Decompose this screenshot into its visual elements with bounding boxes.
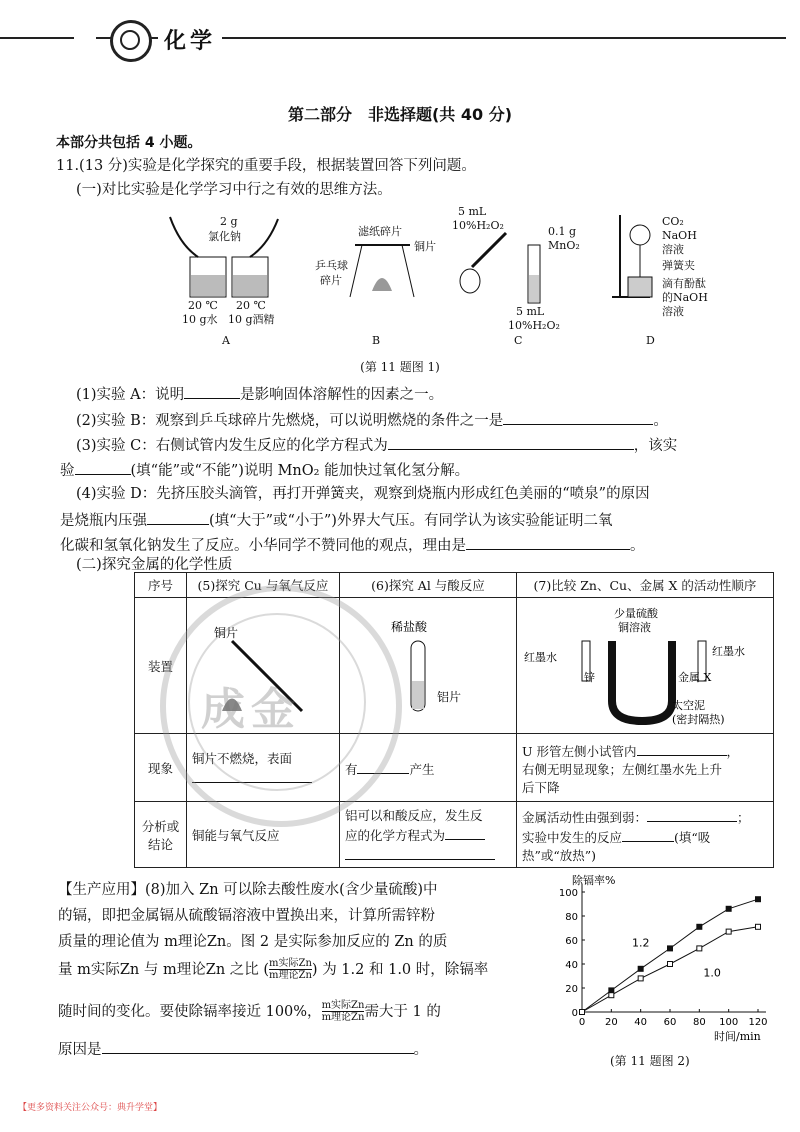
x-tick-label: 20 <box>604 1017 618 1028</box>
q4-line-1: (4)实验 D：先挤压胶头滴管，再打开弹簧夹，观察到烧瓶内形成红色美丽的“喷泉”的原因 <box>76 486 650 502</box>
cell-activity-phenomenon <box>517 734 774 802</box>
removal-rate-chart <box>548 872 788 1042</box>
fig-a-b2: 10 g酒精 <box>228 313 275 326</box>
fig-b-l4: 碎片 <box>320 274 342 287</box>
seal-label: (密封隔热) <box>672 713 725 726</box>
y-tick-label: 100 <box>558 888 578 899</box>
fig-d-l2: NaOH <box>662 229 697 242</box>
watermark-text: 成金 <box>201 684 301 735</box>
fig-d-l7: 溶液 <box>662 305 684 318</box>
footer-note: 【更多资料关注公众号：典升学堂】 <box>18 1103 163 1113</box>
cuso4-label-1: 少量硫酸 <box>614 607 658 620</box>
fig-a-label-top2: 氯化钠 <box>208 230 241 243</box>
u-tube-text-a: U 形管左侧小试管内 <box>522 743 637 759</box>
table-header-row <box>135 573 774 598</box>
q2-line: (2)实验 B：观察到乒乓球碎片先燃烧，可以说明燃烧的条件之一是 。 <box>76 409 668 431</box>
q4-reason-blank[interactable] <box>466 534 630 550</box>
fig-c-letter: C <box>514 334 523 347</box>
red-ink-left-label: 红墨水 <box>524 651 557 664</box>
q3-text-b: ，该实 <box>633 438 678 454</box>
y-tick-label: 20 <box>565 984 578 995</box>
cu-conclusion: 铜能与氧气反应 <box>186 802 339 868</box>
y-tick-label: 40 <box>565 960 578 971</box>
activity-order-text: 金属活动性由强到弱： <box>522 809 648 825</box>
y-tick-label: 60 <box>565 936 578 947</box>
al-equation-blank-2[interactable] <box>345 844 495 860</box>
cell-activity-conclusion: 金属活动性由强到弱： ； 实验中发生的反应 (填“吸 热”或“放热”) <box>517 802 774 868</box>
q8-line-2: 的镉，即把金属镉从硫酸镉溶液中置换出来，计算所需锌粉 <box>58 908 435 924</box>
x-tick-label: 120 <box>748 1017 768 1028</box>
apparatus-c <box>452 205 580 347</box>
fig-c-l6: 10%H₂O₂ <box>508 319 560 332</box>
fig-d-l3: 溶液 <box>662 243 684 256</box>
al-conclusion-text-b: 应的化学方程式为 <box>344 828 445 843</box>
u-tube-blank[interactable] <box>637 740 727 756</box>
q1-answer-blank[interactable] <box>184 383 240 399</box>
row-label-phenomenon: 现象 <box>135 734 187 802</box>
q4-line-3: 化碳和氢氧化钠发生了反应。小华同学不赞同他的观点，理由是 。 <box>60 534 645 556</box>
u-tube-text-b: ， <box>726 743 740 759</box>
watermark-stamp <box>160 585 402 827</box>
fig-a-label-top: 2 g <box>220 215 238 228</box>
q1-text: (1)实验 A：说明 <box>76 387 185 403</box>
fig-b-l1: 滤纸碎片 <box>358 225 402 238</box>
section2-title: (二)探究金属的化学性质 <box>76 557 233 573</box>
q8-line-6: 原因是 。 <box>58 1038 428 1060</box>
q8-reason-blank[interactable] <box>102 1038 414 1054</box>
apparatus-d <box>612 215 708 347</box>
data-point <box>726 929 731 934</box>
q1-text-b: 是影响固体溶解性的因素之一。 <box>240 387 444 403</box>
data-point <box>697 946 702 951</box>
x-tick-label: 0 <box>578 1017 586 1028</box>
q8-text-4a: 量 m实际Zn 与 m理论Zn 之比 <box>58 962 259 978</box>
cuso4-label-2: 铜溶液 <box>618 621 651 634</box>
data-point <box>668 946 673 951</box>
q8-fraction: m实际Zn m理论Zn <box>269 958 312 981</box>
table-header-cell: (7)比较 Zn、Cu、金属 X 的活动性顺序 <box>517 573 774 598</box>
y-tick-label: 80 <box>565 912 578 923</box>
u-tube-apparatus <box>522 601 768 727</box>
clay-label: 太空泥 <box>672 699 705 712</box>
data-point <box>638 966 643 971</box>
fig-d-l5: 滴有酚酞 <box>662 277 706 290</box>
q3-equation-blank[interactable] <box>388 434 634 450</box>
data-point <box>697 924 702 929</box>
fig-a-b1: 10 g水 <box>182 313 218 326</box>
fig-d-l1: CO₂ <box>662 215 684 228</box>
table-header-cell: (5)探究 Cu 与氧气反应 <box>186 573 339 598</box>
cell-activity-apparatus <box>517 598 774 734</box>
activity-order-blank[interactable] <box>647 806 737 822</box>
fig-c-l2: 10%H₂O₂ <box>452 219 504 232</box>
part-title: 第二部分 非选择题(共 40 分) <box>287 105 513 124</box>
data-point <box>638 976 643 981</box>
cell-al-conclusion <box>339 802 516 868</box>
u-tube-text-c: 右侧无明显现象；左侧红墨水先上升 <box>522 761 723 777</box>
x-tick-label: 60 <box>663 1017 677 1028</box>
figure-1 <box>150 205 710 355</box>
header-rule-left <box>0 37 74 39</box>
hcl-label: 稀盐酸 <box>390 620 427 634</box>
al-conclusion-text-a: 铝可以和酸反应，发生反 <box>344 808 483 823</box>
q1-line <box>76 383 443 405</box>
row-label-conclusion: 分析或 结论 <box>135 802 187 868</box>
q8-line-4: 量 m实际Zn 与 m理论Zn 之比 (m实际Zn m理论Zn) 为 1.2 和 1.0 时，除镉率 <box>58 958 489 981</box>
q8-line-5: 随时间的变化。要使除镉率接近 100%，m实际Zn m理论Zn需大于 1 的 <box>58 1000 441 1023</box>
row-label-apparatus: 装置 <box>135 598 187 734</box>
fig-d-l4: 弹簧夹 <box>662 259 695 272</box>
reaction-heat-text: 实验中发生的反应 <box>522 829 623 845</box>
q4-text-b: 是烧瓶内压强 <box>60 513 147 529</box>
fig-b-l3: 乒乓球 <box>315 259 348 272</box>
intro-text: 本部分共包括 4 小题。 <box>56 135 202 151</box>
q8-text-4b: 为 1.2 和 1.0 时，除镉率 <box>322 962 489 978</box>
figure-1-caption: (第 11 题图 1) <box>360 360 440 374</box>
data-point <box>668 962 673 967</box>
cu-phenomenon-text: 铜片不燃烧，表面 <box>191 751 292 766</box>
data-point <box>580 1010 585 1015</box>
al-label: 铝片 <box>436 690 461 704</box>
y-tick-label: 0 <box>571 1008 578 1019</box>
x-tick-label: 40 <box>634 1017 648 1028</box>
q8-line-3: 质量的理论值为 m理论Zn。图 2 是实际参加反应的 Zn 的质 <box>58 934 448 950</box>
fig-a-t2: 20 ℃ <box>236 299 266 312</box>
q4-text-c: (填“大于”或“小于”)外界大气压。有同学认为该实验能证明二氧 <box>209 513 613 529</box>
fig-c-l3: 0.1 g <box>548 225 577 238</box>
q2-text: (2)实验 B：观察到乒乓球碎片先燃烧，可以说明燃烧的条件之一是 <box>76 413 504 429</box>
x-tick-label: 100 <box>719 1017 739 1028</box>
data-point <box>756 924 761 929</box>
al-phenomenon-text-b: 产生 <box>409 761 435 777</box>
q3-line-2 <box>60 459 469 481</box>
apparatus-b <box>315 224 436 347</box>
table-header-cell: 序号 <box>135 573 187 598</box>
q3-text-d: (填“能”或“不能”)说明 MnO₂ 能加快过氧化氢分解。 <box>130 463 470 479</box>
q8-line-1: 【生产应用】(8)加入 Zn 可以除去酸性废水(含少量硫酸)中 <box>58 882 438 898</box>
q4-pressure-blank[interactable] <box>147 509 209 525</box>
fig-a-letter: A <box>222 334 230 347</box>
fig-b-letter: B <box>372 334 381 347</box>
reaction-heat-blank[interactable] <box>622 826 674 842</box>
q3-line <box>76 434 677 456</box>
u-tube-text-d: 后下降 <box>522 779 560 795</box>
series-line-1.0 <box>582 927 758 1012</box>
q3-answer-blank[interactable] <box>75 459 131 475</box>
section1-title: (一)对比实验是化学学习中行之有效的思维方法。 <box>76 182 392 198</box>
fig-c-l1: 5 mL <box>458 205 487 218</box>
chart-series <box>580 897 761 1015</box>
logo-icon <box>110 20 152 62</box>
series-label: 1.2 <box>632 936 650 950</box>
zinc-label: 锌 <box>584 671 595 684</box>
table-header-cell: (6)探究 Al 与酸反应 <box>339 573 516 598</box>
q3-text: (3)实验 C：右侧试管内发生反应的化学方程式为 <box>76 438 388 454</box>
data-point <box>609 988 614 993</box>
q4-line-2 <box>60 509 612 531</box>
q2-answer-blank[interactable] <box>503 409 653 425</box>
chart-xlabel: 时间/min <box>714 1030 761 1042</box>
al-phenomenon-text-a: 有 <box>344 761 358 777</box>
al-equation-blank-1[interactable] <box>445 824 485 840</box>
cu-label: 铜片 <box>213 626 238 640</box>
fig-b-l2: 铜片 <box>414 240 436 253</box>
data-point <box>726 906 731 911</box>
q11-stem: 11.(13 分)实验是化学探究的重要手段，根据装置回答下列问题。 <box>56 158 476 174</box>
fig-d-l6: 的NaOH <box>662 291 708 304</box>
chart-ylabel: 除镉率% <box>572 874 616 887</box>
data-point <box>609 993 614 998</box>
fig-d-letter: D <box>646 334 655 347</box>
figure-2-caption: (第 11 题图 2) <box>610 1054 690 1068</box>
metal-x-label: 金属 X <box>678 671 712 684</box>
data-point <box>756 897 761 902</box>
apparatus-a <box>170 215 278 347</box>
q4-text-d: 化碳和氢氧化钠发生了反应。小华同学不赞同他的观点，理由是 <box>60 538 466 554</box>
subject-title: 化学 <box>158 24 222 55</box>
q3-text-c: 验 <box>60 463 75 479</box>
x-tick-label: 80 <box>692 1017 706 1028</box>
fig-c-l4: MnO₂ <box>548 239 580 252</box>
fig-c-l5: 5 mL <box>516 305 545 318</box>
series-label: 1.0 <box>703 966 721 980</box>
fig-a-t1: 20 ℃ <box>188 299 218 312</box>
red-ink-right-label: 红墨水 <box>712 645 745 658</box>
